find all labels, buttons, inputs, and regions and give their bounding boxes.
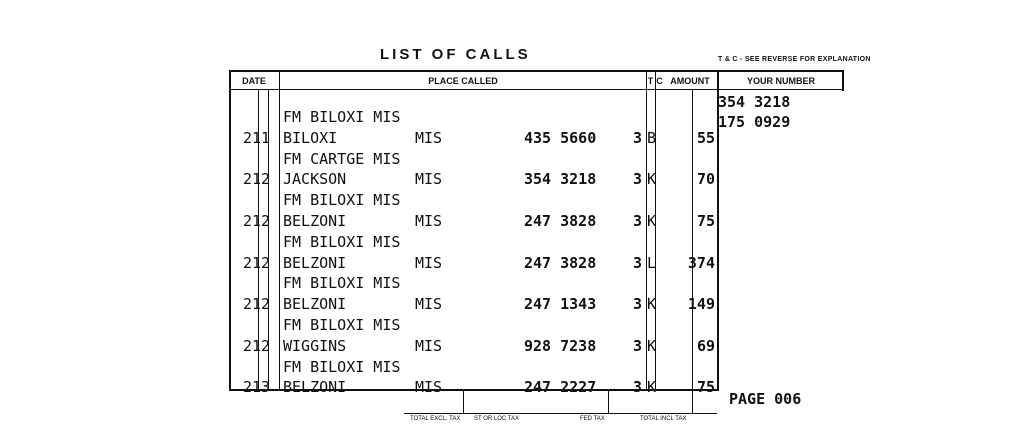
call-place: BELZONI xyxy=(283,212,347,230)
call-type-t: 3 xyxy=(633,253,643,272)
call-type-t: 3 xyxy=(633,378,643,397)
call-type-t: 3 xyxy=(633,212,643,230)
call-number: 435 5660 xyxy=(524,128,597,147)
call-number: 247 2227 xyxy=(524,378,597,397)
col-c-header: C xyxy=(656,76,663,86)
call-place: BELZONI xyxy=(283,253,347,272)
call-place: WIGGINS xyxy=(283,336,347,355)
call-row xyxy=(0,378,1023,397)
call-type-t: 3 xyxy=(633,295,643,314)
origin-row xyxy=(0,358,1023,377)
explanation-note: T & C - SEE REVERSE FOR EXPLANATION xyxy=(718,56,871,63)
origin-text: FM BILOXI MIS xyxy=(283,232,401,251)
call-place: BELZONI xyxy=(283,378,347,397)
origin-row xyxy=(0,274,1023,293)
call-number: 354 3218 xyxy=(524,170,597,189)
call-amount: 69 xyxy=(696,336,715,355)
header-bottom-border xyxy=(229,89,844,90)
origin-row xyxy=(0,316,1023,335)
call-type-t: 3 xyxy=(633,336,643,355)
call-type-c: K xyxy=(647,378,657,397)
call-state: MIS xyxy=(415,336,443,355)
call-date: 211 xyxy=(243,128,271,147)
call-row xyxy=(0,295,1023,314)
footer-tick-2 xyxy=(608,391,609,413)
col-your-number-header: YOUR NUMBER xyxy=(746,76,815,86)
origin-row xyxy=(0,191,1023,210)
call-place: BILOXI xyxy=(283,128,338,147)
footer-st-loc-tax: ST OR LOC TAX xyxy=(474,416,520,422)
call-state: MIS xyxy=(415,253,443,272)
page-number: PAGE 006 xyxy=(729,390,802,408)
call-row xyxy=(0,337,1023,356)
call-row xyxy=(0,212,1023,231)
page-title: LIST OF CALLS xyxy=(380,46,531,63)
call-number: 247 3828 xyxy=(524,212,597,230)
origin-text: FM CARTGE MIS xyxy=(283,149,401,168)
origin-text: FM BILOXI MIS xyxy=(283,274,401,293)
your-number-2: 175 0929 xyxy=(718,113,791,131)
call-state: MIS xyxy=(415,295,443,314)
call-type-c: K xyxy=(647,295,657,314)
call-amount: 374 xyxy=(687,253,715,272)
col-amount-header: AMOUNT xyxy=(670,76,710,86)
origin-text: FM BILOXI MIS xyxy=(283,191,401,210)
table-top-border xyxy=(229,70,844,72)
call-type-c: L xyxy=(647,253,657,272)
call-type-t: 3 xyxy=(633,170,643,189)
origin-row xyxy=(0,150,1023,169)
call-type-t: 3 xyxy=(633,128,643,147)
call-state: MIS xyxy=(415,212,443,230)
call-date: 212 xyxy=(243,170,271,189)
call-date: 212 xyxy=(243,295,271,314)
call-state: MIS xyxy=(415,128,443,147)
call-amount: 75 xyxy=(696,378,715,397)
call-type-c: K xyxy=(647,212,657,230)
footer-rule xyxy=(404,413,717,414)
origin-row xyxy=(0,108,1023,127)
call-state: MIS xyxy=(415,170,443,189)
call-row xyxy=(0,254,1023,273)
call-type-c: K xyxy=(647,336,657,355)
origin-row xyxy=(0,233,1023,252)
footer-fed-tax: FED TAX xyxy=(580,416,605,422)
call-amount: 75 xyxy=(696,212,715,230)
footer-tick-3 xyxy=(692,391,693,413)
call-date: 212 xyxy=(243,336,271,355)
call-type-c: B xyxy=(647,128,657,147)
footer-tick-1 xyxy=(463,391,464,413)
your-number-1: 354 3218 xyxy=(718,93,791,111)
origin-text: FM BILOXI MIS xyxy=(283,357,401,376)
call-place: JACKSON xyxy=(283,170,347,189)
call-amount: 70 xyxy=(696,170,715,189)
call-number: 247 1343 xyxy=(524,295,597,314)
col-place-header: PLACE CALLED xyxy=(428,76,498,86)
origin-text: FM BILOXI MIS xyxy=(283,108,401,126)
call-row xyxy=(0,170,1023,189)
call-number: 247 3828 xyxy=(524,253,597,272)
footer-total-incl-tax: TOTAL INCL TAX xyxy=(640,416,687,422)
call-date: 212 xyxy=(243,212,271,230)
call-place: BELZONI xyxy=(283,295,347,314)
call-type-c: K xyxy=(647,170,657,189)
call-state: MIS xyxy=(415,378,443,397)
call-amount: 55 xyxy=(696,128,715,147)
col-t-header: T xyxy=(647,76,654,86)
origin-text: FM BILOXI MIS xyxy=(283,316,401,334)
call-date: 212 xyxy=(243,253,271,272)
call-number: 928 7238 xyxy=(524,336,597,355)
col-date-header: DATE xyxy=(242,76,266,86)
call-date: 213 xyxy=(243,378,271,397)
call-row xyxy=(0,129,1023,148)
call-amount: 149 xyxy=(687,295,715,314)
footer-total-excl-tax: TOTAL EXCL. TAX xyxy=(410,416,461,422)
